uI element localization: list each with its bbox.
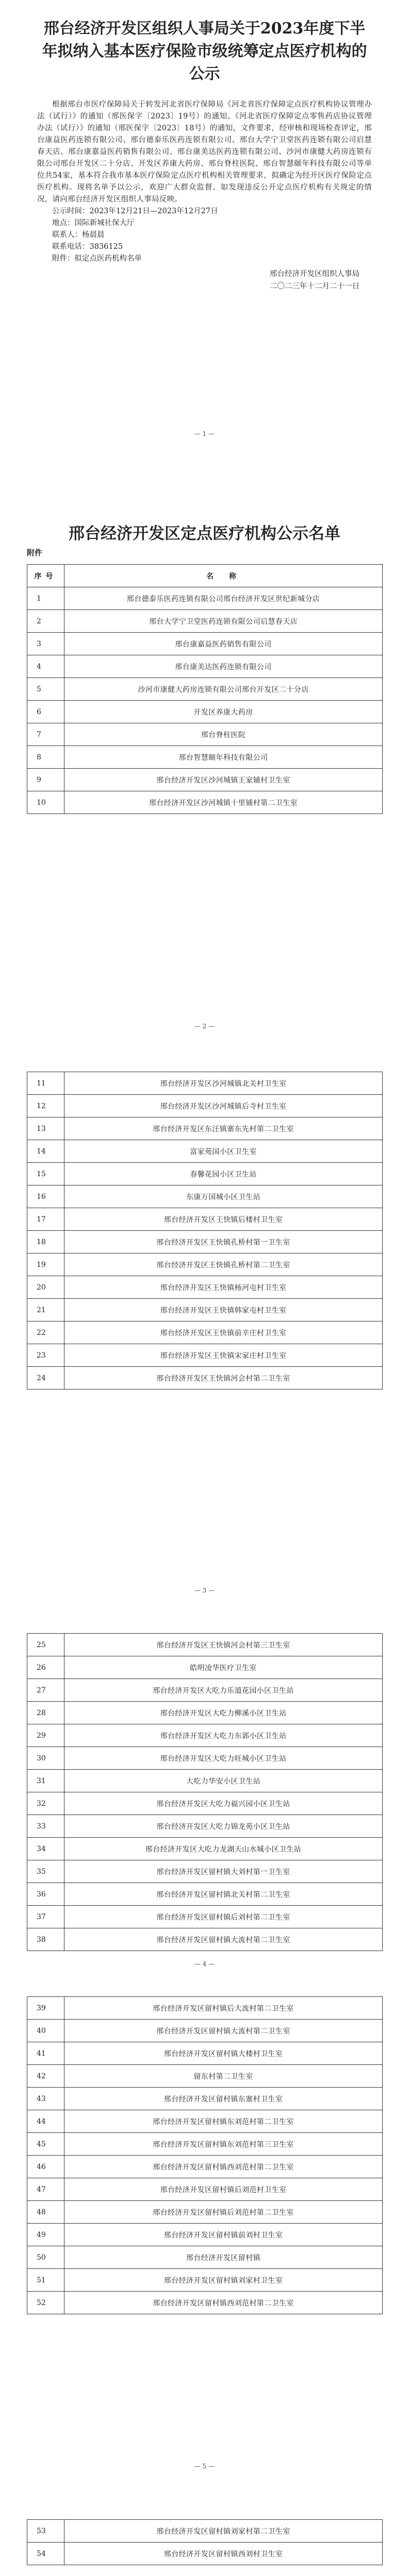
table-row (27, 1095, 383, 1117)
row-number: 6 (27, 701, 64, 723)
table-row (27, 1724, 383, 1747)
row-number: 45 (27, 2133, 64, 2156)
table-row (27, 701, 383, 723)
table-row (27, 2133, 383, 2156)
page-number: — 4 — (194, 1960, 215, 1968)
row-number: 51 (27, 2269, 64, 2292)
row-number: 33 (27, 1815, 64, 1838)
list-title: 邢台经济开发区定点医疗机构公示名单 (69, 524, 340, 543)
row-name: 邢台经济开发区沙河城镇北关村卫生室 (64, 1072, 383, 1095)
row-number: 7 (27, 723, 64, 746)
row-name: 东康万国城小区卫生站 (64, 1185, 383, 1208)
table-row (27, 1815, 383, 1838)
table-row (27, 1344, 383, 1367)
row-name: 邢台经济开发区王快镇河会村第二卫生室 (64, 1367, 383, 1389)
row-number: 9 (27, 769, 64, 791)
row-number: 21 (27, 1299, 64, 1321)
notice-page (0, 0, 409, 453)
row-name: 邢台经济开发区留村镇 (64, 2246, 383, 2269)
table-row (27, 1747, 383, 1770)
notice-body-text: 根据邢台市医疗保障局关于转发河北省医疗保障局《河北省医疗保障定点医疗机构协议管理办法（试行）》的通知（邢医保字〔2023〕19号）的通知、《河北省医疗保障定点零售药店协议管理办法（试行）》的通知（邢医保字〔2023〕18号）的通知，文件要求，经审核和现场检查评定，邢台康益医药连锁有限公司、邢台德泰乐医药连锁有限公司、邢台大学宁卫堂医药连锁有限公司启慧春天店、邢台康嘉益医药销售有限公司、邢台康美达医药连锁有限公司、沙河市康健大药房连锁有限公司邢台开发区二十分店、开发区养康大药房、邢台脊柱医院、邢台智慧颐年科技有限公司等单位共54家，基本符合我市基本医疗保险定点医疗机构相关管理要求，拟确定为经开区医疗保险定点医疗机构。现将名单予以公示，欢迎广大群众监督。如发现违反公开定点医疗机构有关规定的情况，请向邢台经济开发区组织人事局反映。 (37, 100, 372, 204)
row-name: 邢台经济开发区留村镇北关村第二卫生室 (64, 1883, 383, 1906)
row-name: 邢台经济开发区大吃力龙湖天山水城小区卫生站 (64, 1838, 383, 1860)
attachment-label: 附件 (27, 548, 43, 557)
table-row (27, 1321, 383, 1344)
page-number: — 5 — (194, 2463, 215, 2470)
table-row (27, 678, 383, 701)
row-number: 16 (27, 1185, 64, 1208)
table-row (27, 610, 383, 633)
table-row (27, 1231, 383, 1253)
page-number: — 1 — (194, 430, 215, 437)
table-row (27, 2246, 383, 2269)
table-row (27, 1883, 383, 1906)
row-name: 邢台经济开发区留村镇大刘村第一卫生室 (64, 1860, 383, 1883)
row-number: 48 (27, 2201, 64, 2224)
row-name: 邢台经济开发区留村镇大楼村卫生室 (64, 2042, 383, 2065)
table-row (27, 1185, 383, 1208)
row-number: 24 (27, 1367, 64, 1389)
notice-body (37, 99, 372, 206)
row-name: 邢台经济开发区大吃力东郭小区卫生站 (64, 1724, 383, 1747)
header-name: 名 称 (64, 565, 383, 587)
row-name: 邢台康嘉益医药销售有限公司 (64, 633, 383, 655)
list-table-5 (27, 2519, 383, 2565)
page-number: — 3 — (194, 1587, 215, 1594)
table-row (27, 1838, 383, 1860)
notice-info (37, 206, 372, 265)
row-number: 35 (27, 1860, 64, 1883)
table-header-row (27, 565, 383, 587)
row-number: 12 (27, 1095, 64, 1117)
notice-contact: 联系人：杨晨晨 (52, 231, 105, 239)
table-row (27, 587, 383, 610)
row-name: 邢台经济开发区沙河城镇王家辅村卫生室 (64, 769, 383, 791)
table-row (27, 1770, 383, 1792)
notice-attachment: 附件：拟定点医药机构名单 (52, 255, 142, 263)
row-number: 19 (27, 1253, 64, 1276)
header-no: 序号 (27, 565, 64, 587)
row-name: 邢台经济开发区留村镇东刘范村第三卫生室 (64, 2133, 383, 2156)
row-number: 2 (27, 610, 64, 633)
table-row (27, 2110, 383, 2133)
row-name: 邢台经济开发区王快镇河会村第三卫生室 (64, 1634, 383, 1656)
row-name: 邢台康美达医药连锁有限公司 (64, 655, 383, 678)
row-name: 邢台经济开发区大吃力乐道花园小区卫生站 (64, 1679, 383, 1702)
table-row (27, 655, 383, 678)
row-name: 邢台经济开发区留村镇东寨村卫生室 (64, 2088, 383, 2110)
list-table-3 (27, 1633, 383, 1951)
table-row (27, 1299, 383, 1321)
row-number: 29 (27, 1724, 64, 1747)
row-name: 皓明凌华医疗卫生室 (64, 1656, 383, 1679)
row-number: 43 (27, 2088, 64, 2110)
row-name: 邢台经济开发区留村镇西刘范村第二卫生室 (64, 2292, 383, 2314)
row-number: 25 (27, 1634, 64, 1656)
row-number: 26 (27, 1656, 64, 1679)
row-name: 留东村第二卫生室 (64, 2065, 383, 2088)
row-number: 4 (27, 655, 64, 678)
row-number: 11 (27, 1072, 64, 1095)
table-row (27, 1679, 383, 1702)
row-number: 10 (27, 791, 64, 814)
row-name: 大吃力华安小区卫生站 (64, 1770, 383, 1792)
table-row (27, 2269, 383, 2292)
row-name: 沙河市康健大药房连锁有限公司邢台开发区二十分店 (64, 678, 383, 701)
row-number: 32 (27, 1792, 64, 1815)
table-row (27, 2520, 383, 2543)
row-number: 42 (27, 2065, 64, 2088)
row-number: 54 (27, 2543, 64, 2565)
row-name: 邢台经济开发区大吃力旺城小区卫生站 (64, 1747, 383, 1770)
list-table-4 (27, 1996, 383, 2314)
table-row (27, 2543, 383, 2565)
notice-phone: 联系电话：3836125 (52, 243, 123, 251)
table-row (27, 1928, 383, 1951)
row-name: 邢台经济开发区沙河城镇十里铺村第二卫生室 (64, 791, 383, 814)
row-name: 邢台经济开发区留村镇西刘范村第二卫生室 (64, 2156, 383, 2178)
row-name: 邢台经济开发区留村镇西刘村卫生室 (64, 2543, 383, 2565)
row-name: 邢台经济开发区留村镇大流村第二卫生室 (64, 1928, 383, 1951)
table-row (27, 1163, 383, 1185)
table-row (27, 633, 383, 655)
table-row (27, 2292, 383, 2314)
row-number: 17 (27, 1208, 64, 1231)
row-number: 44 (27, 2110, 64, 2133)
row-name: 邢台经济开发区大吃力福兴园小区卫生站 (64, 1792, 383, 1815)
row-number: 40 (27, 2020, 64, 2042)
row-number: 27 (27, 1679, 64, 1702)
row-name: 邢台经济开发区王快镇杨河屯村卫生室 (64, 1276, 383, 1299)
row-name: 邢台经济开发区留村镇大流村第二卫生室 (64, 2020, 383, 2042)
table-row (27, 2201, 383, 2224)
row-name: 邢台经济开发区留村镇后刘范村第二卫生室 (64, 2201, 383, 2224)
table-row (27, 1792, 383, 1815)
row-number: 38 (27, 1928, 64, 1951)
row-number: 28 (27, 1702, 64, 1724)
row-number: 30 (27, 1747, 64, 1770)
table-row (27, 1208, 383, 1231)
row-number: 41 (27, 2042, 64, 2065)
table-row (27, 1140, 383, 1163)
row-number: 47 (27, 2178, 64, 2201)
row-name: 邢台经济开发区留村镇东刘范村第二卫生室 (64, 2110, 383, 2133)
table-row (27, 1906, 383, 1928)
row-name: 邢台经济开发区大吃力柳溪小区卫生站 (64, 1702, 383, 1724)
table-row (27, 723, 383, 746)
row-name: 邢台经济开发区王快镇前辛庄村卫生室 (64, 1321, 383, 1344)
row-name: 邢台经济开发区王快镇宋家庄村卫生室 (64, 1344, 383, 1367)
table-row (27, 1656, 383, 1679)
table-row (27, 1702, 383, 1724)
row-name: 邢台德泰乐医药连锁有限公司邢台经济开发区世纪新城分店 (64, 587, 383, 610)
row-name: 邢台经济开发区留村镇后大流村第二卫生室 (64, 1997, 383, 2020)
table-row (27, 1117, 383, 1140)
row-number: 3 (27, 633, 64, 655)
row-number: 22 (27, 1321, 64, 1344)
row-name: 邢台智慧颐年科技有限公司 (64, 746, 383, 769)
table-row (27, 1276, 383, 1299)
row-name: 邢台经济开发区沙河城镇后寺村卫生室 (64, 1095, 383, 1117)
row-number: 1 (27, 587, 64, 610)
row-name: 邢台经济开发区王快镇韩家屯村卫生室 (64, 1299, 383, 1321)
row-name: 富家苑国小区卫生室 (64, 1140, 383, 1163)
list-table-1 (27, 564, 383, 814)
row-number: 53 (27, 2520, 64, 2543)
row-number: 8 (27, 746, 64, 769)
row-name: 邢台经济开发区大吃力锦龙苑小区卫生站 (64, 1815, 383, 1838)
row-name: 邢台经济开发区王快镇孔桥村第二卫生室 (64, 1253, 383, 1276)
table-row (27, 2042, 383, 2065)
row-number: 13 (27, 1117, 64, 1140)
table-row (27, 1367, 383, 1389)
table-row (27, 1634, 383, 1656)
table-row (27, 791, 383, 814)
row-name: 邢台经济开发区留村镇后刘村第二卫生室 (64, 1906, 383, 1928)
row-number: 52 (27, 2292, 64, 2314)
row-name: 邢台经济开发区留村镇刘家村卫生室 (64, 2269, 383, 2292)
table-row (27, 746, 383, 769)
row-name: 开发区养康大药房 (64, 701, 383, 723)
row-number: 15 (27, 1163, 64, 1185)
row-name: 邢台经济开发区留村镇刘家村第二卫生室 (64, 2520, 383, 2543)
row-number: 34 (27, 1838, 64, 1860)
row-number: 20 (27, 1276, 64, 1299)
signature-date: 二〇二三年十二月二十一日 (270, 282, 359, 291)
table-row (27, 769, 383, 791)
row-name: 邢台经济开发区东汪镇寨东先村第二卫生室 (64, 1117, 383, 1140)
row-number: 23 (27, 1344, 64, 1367)
row-number: 31 (27, 1770, 64, 1792)
notice-location: 地点：国际新城社保大厅 (52, 219, 135, 227)
row-number: 5 (27, 678, 64, 701)
table-row (27, 1997, 383, 2020)
row-number: 39 (27, 1997, 64, 2020)
row-name: 邢台经济开发区王快镇后楼村卫生室 (64, 1208, 383, 1231)
signature-org: 邢台经济开发区组织人事局 (270, 270, 359, 278)
row-name: 邢台大学宁卫堂医药连锁有限公司启慧春天店 (64, 610, 383, 633)
row-number: 37 (27, 1906, 64, 1928)
row-number: 36 (27, 1883, 64, 1906)
row-name: 邢台经济开发区王快镇孔桥村第一卫生室 (64, 1231, 383, 1253)
table-row (27, 2178, 383, 2201)
table-row (27, 1253, 383, 1276)
table-row (27, 1860, 383, 1883)
row-name: 邢台经济开发区留村镇前刘村卫生室 (64, 2224, 383, 2246)
row-name: 邢台经济开发区留村镇后刘范村卫生室 (64, 2178, 383, 2201)
row-number: 49 (27, 2224, 64, 2246)
table-row (27, 1072, 383, 1095)
table-row (27, 2065, 383, 2088)
notice-period: 公示时间：2023年12月21日—2023年12月27日 (52, 207, 218, 215)
row-number: 50 (27, 2246, 64, 2269)
table-row (27, 2156, 383, 2178)
signature-block (0, 268, 359, 293)
table-row (27, 2224, 383, 2246)
table-row (27, 2020, 383, 2042)
notice-title: 邢台经济开发区组织人事局关于2023年度下半年拟纳入基本医疗保险市级统筹定点医疗机构的公示 (42, 20, 367, 83)
list-table-2 (27, 1072, 383, 1389)
page-number: — 2 — (194, 1023, 215, 1030)
row-name: 春馨花园小区卫生站 (64, 1163, 383, 1185)
row-number: 14 (27, 1140, 64, 1163)
table-row (27, 2088, 383, 2110)
row-name: 邢台脊柱医院 (64, 723, 383, 746)
row-number: 46 (27, 2156, 64, 2178)
row-number: 18 (27, 1231, 64, 1253)
